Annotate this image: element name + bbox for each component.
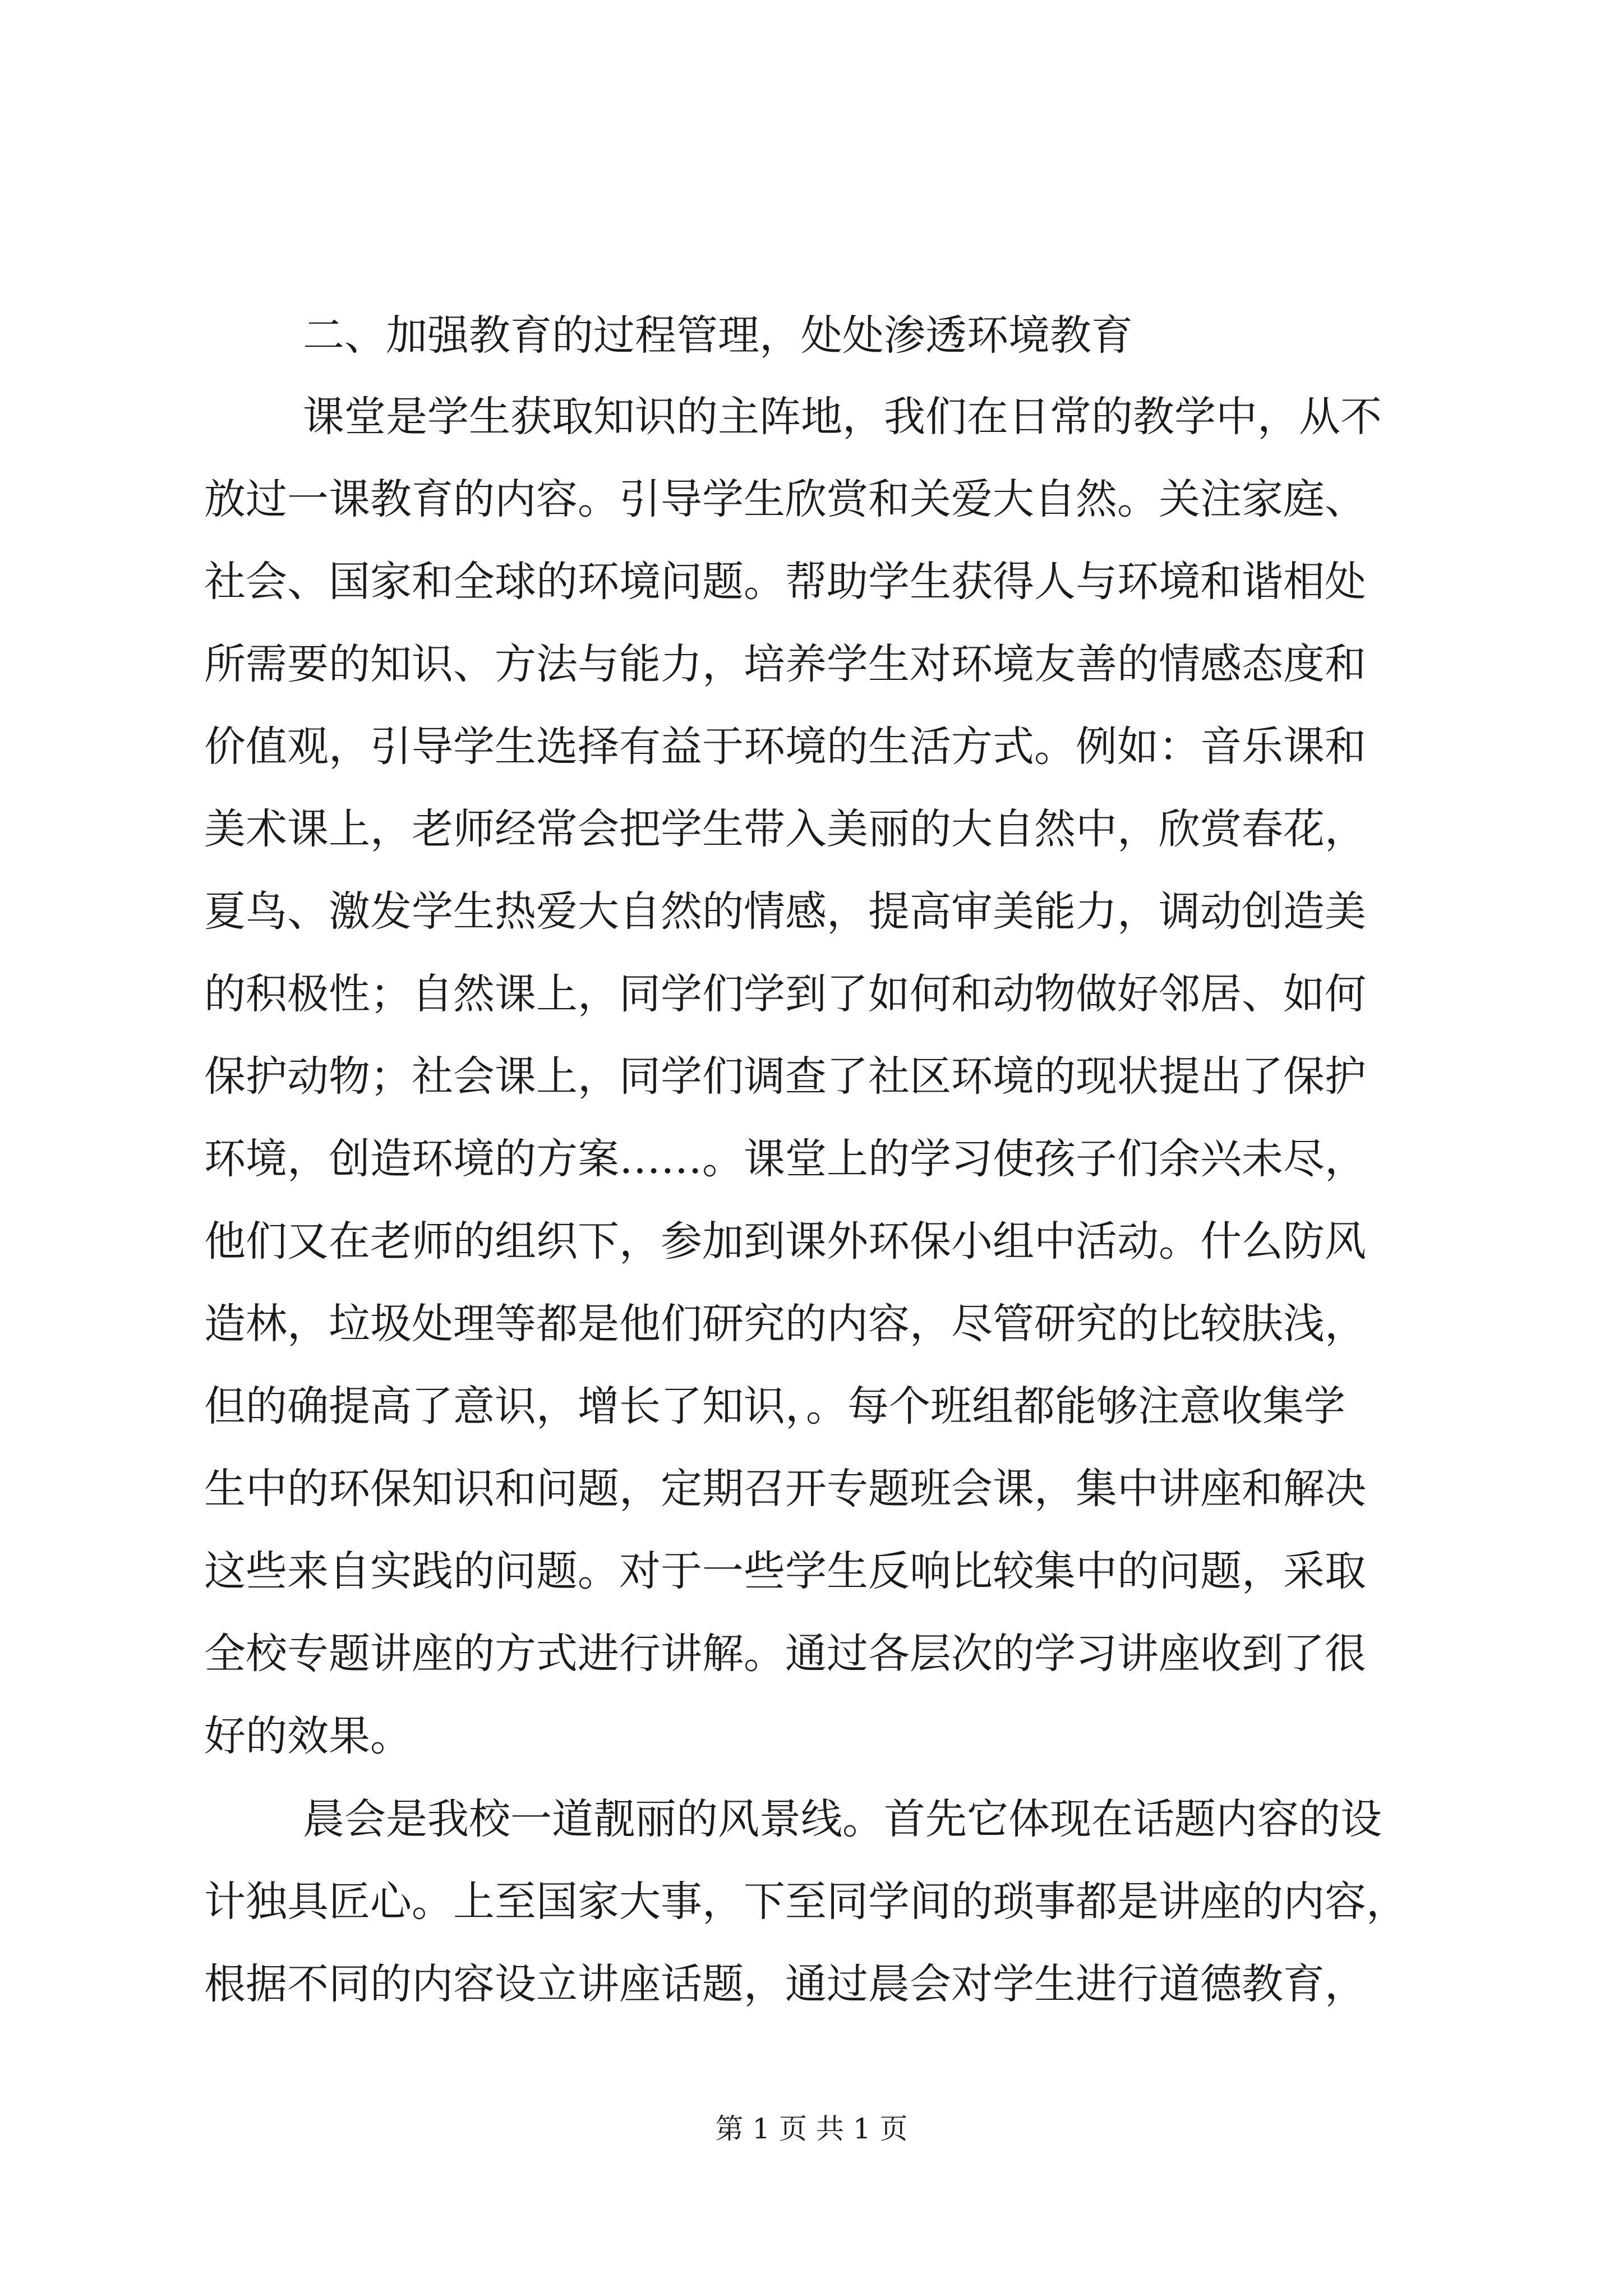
page-number-footer: 第 1 页 共 1 页 (715, 2113, 908, 2145)
paragraph-1-line-2: 放过一课教育的内容。引导学生欣赏和关爱大自然。关注家庭、 (204, 475, 1366, 523)
paragraph-2-line-1: 晨会是我校一道靓丽的风景线。首先它体现在话题内容的设 (303, 1795, 1382, 1843)
paragraph-1-line-3: 社会、国家和全球的环境问题。帮助学生获得人与环境和谐相处 (204, 558, 1366, 606)
paragraph-1-line-1: 课堂是学生获取知识的主阵地，我们在日常的教学中，从不 (303, 393, 1382, 441)
paragraph-1-line-14: 生中的环保知识和问题，定期召开专题班会课，集中讲座和解决 (204, 1465, 1366, 1513)
paragraph-1-line-5: 价值观，引导学生选择有益于环境的生活方式。例如：音乐课和 (204, 723, 1366, 771)
paragraph-2-line-3: 根据不同的内容设立讲座话题，通过晨会对学生进行道德教育， (204, 1960, 1366, 2008)
paragraph-1-line-17: 好的效果。 (204, 1712, 412, 1760)
paragraph-1-line-6: 美术课上，老师经常会把学生带入美丽的大自然中，欣赏春花， (204, 805, 1366, 853)
paragraph-1-line-13: 但的确提高了意识，增长了知识，。每个班组都能够注意收集学 (204, 1382, 1345, 1430)
paragraph-1-line-8: 的积极性；自然课上，同学们学到了如何和动物做好邻居、如何 (204, 970, 1366, 1018)
section-heading: 二、加强教育的过程管理，处处渗透环境教育 (303, 311, 1133, 360)
paragraph-1-line-7: 夏鸟、激发学生热爱大自然的情感，提高审美能力，调动创造美 (204, 887, 1366, 936)
paragraph-1-line-10: 环境，创造环境的方案……。课堂上的学习使孩子们余兴未尽， (204, 1135, 1366, 1183)
paragraph-1-line-16: 全校专题讲座的方式进行讲解。通过各层次的学习讲座收到了很 (204, 1630, 1366, 1678)
paragraph-1-line-11: 他们又在老师的组织下，参加到课外环保小组中活动。什么防风 (204, 1217, 1366, 1266)
paragraph-1-line-9: 保护动物；社会课上，同学们调查了社区环境的现状提出了保护 (204, 1052, 1366, 1101)
paragraph-1-line-4: 所需要的知识、方法与能力，培养学生对环境友善的情感态度和 (204, 640, 1366, 688)
paragraph-2-line-2: 计独具匠心。上至国家大事，下至同学间的琐事都是讲座的内容， (204, 1878, 1408, 1926)
paragraph-1-line-12: 造林，垃圾处理等都是他们研究的内容，尽管研究的比较肤浅， (204, 1300, 1366, 1348)
paragraph-1-line-15: 这些来自实践的问题。对于一些学生反响比较集中的问题，采取 (204, 1547, 1366, 1595)
